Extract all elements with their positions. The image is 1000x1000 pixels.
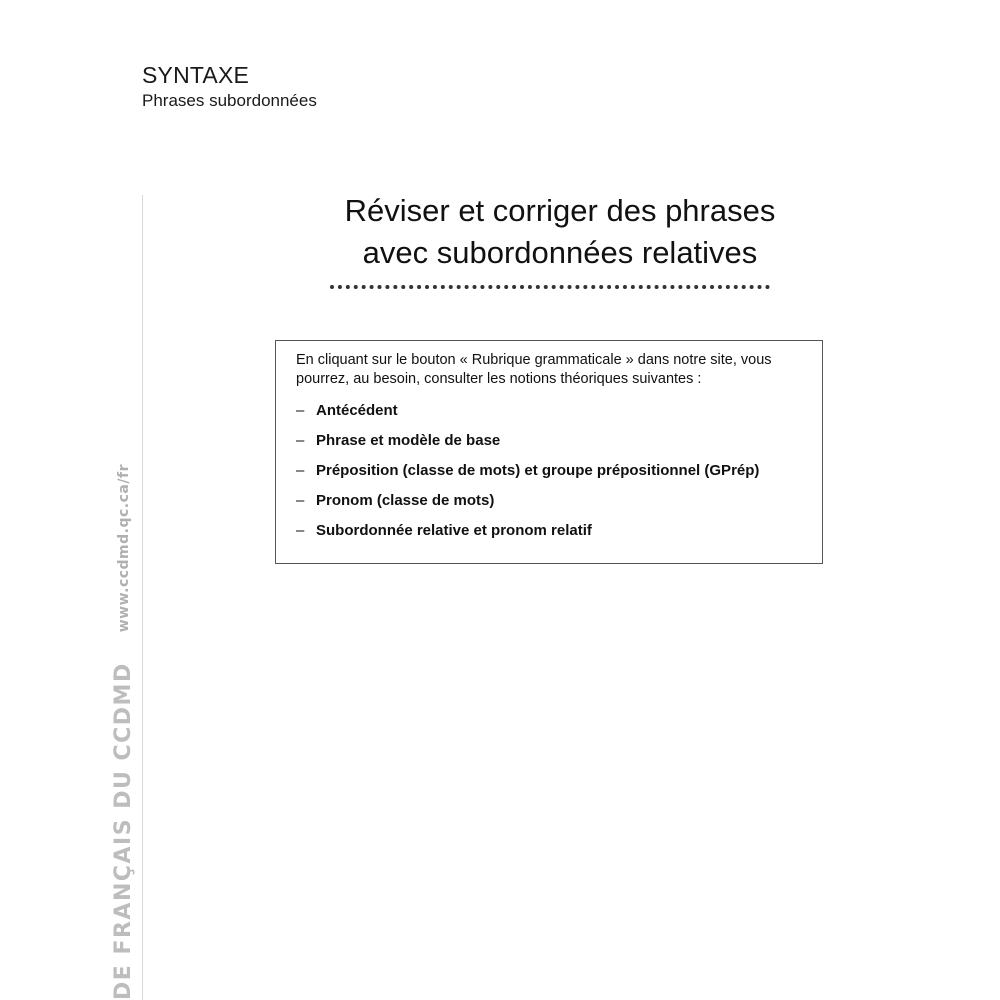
title-dotted-rule xyxy=(330,285,770,289)
side-banner-brand: DE FRANÇAIS DU CCDMD xyxy=(111,662,136,1000)
list-item xyxy=(296,396,806,426)
page-title-line-2: avec subordonnées relatives xyxy=(362,235,758,270)
list-item-label: Subordonnée relative et pronom relatif xyxy=(316,522,592,539)
section-title: SYNTAXE xyxy=(142,62,250,88)
page-title-line-1: Réviser et corriger des phrases xyxy=(344,193,776,228)
list-dash: – xyxy=(296,462,305,479)
notice-box xyxy=(275,340,823,564)
notion-list xyxy=(296,396,806,546)
section-subtitle: Phrases subordonnées xyxy=(142,91,317,110)
notice-intro: En cliquant sur le bouton « Rubrique grammaticale » dans notre site, vous pourrez, au besoin, consulter les notions théoriques suivantes : xyxy=(296,352,772,387)
side-banner-url: www.ccdmd.qc.ca/fr xyxy=(115,464,132,633)
page-title xyxy=(270,190,850,274)
list-item xyxy=(296,516,806,546)
list-item-label: Phrase et modèle de base xyxy=(316,432,501,449)
list-dash: – xyxy=(296,432,305,449)
side-banner-text xyxy=(111,464,136,1000)
list-item-label: Pronom (classe de mots) xyxy=(316,492,495,509)
list-item-label: Antécédent xyxy=(316,402,398,419)
list-dash: – xyxy=(296,402,305,419)
list-dash: – xyxy=(296,522,305,539)
section-header xyxy=(142,60,317,112)
list-item-label: Préposition (classe de mots) et groupe prépositionnel (GPrép) xyxy=(316,462,760,479)
list-dash: – xyxy=(296,492,305,509)
list-item xyxy=(296,456,806,486)
margin-divider xyxy=(142,195,143,1000)
side-banner xyxy=(106,464,136,1000)
list-item xyxy=(296,426,806,456)
list-item xyxy=(296,486,806,516)
